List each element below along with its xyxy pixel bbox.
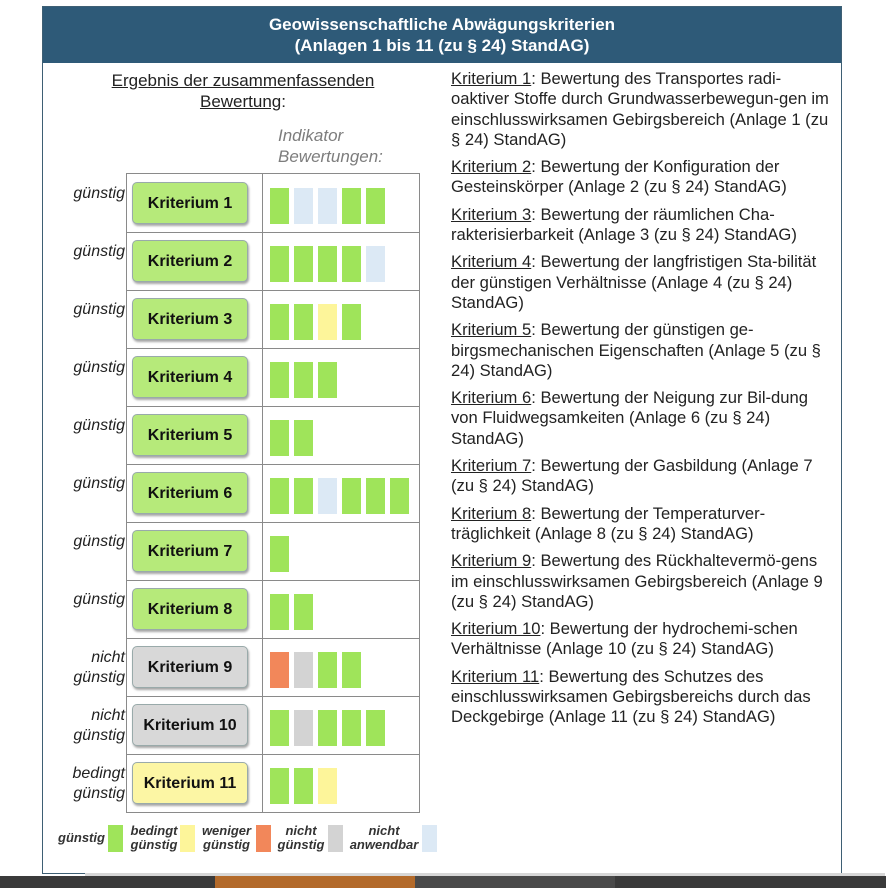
criterion-button[interactable]: Kriterium 5 <box>132 414 248 456</box>
criterion-row <box>73 464 419 522</box>
criterion-row <box>73 290 419 348</box>
criterion-text: : Bewertung des Rückhaltevermö-gens im einschlusswirksamen Gebirgsbereich (Anlage 9 (zu § 24) StandAG) <box>451 551 823 611</box>
criterion-button[interactable]: Kriterium 2 <box>132 240 248 282</box>
criterion-status: günstig <box>73 243 125 260</box>
row-divider <box>127 522 419 523</box>
indicator-bar <box>294 304 313 340</box>
indicator-bar <box>270 710 289 746</box>
legend-swatch <box>328 825 343 852</box>
indicator-bar <box>342 304 361 340</box>
criterion-description <box>451 504 836 545</box>
status-line1: bedingt <box>72 765 125 782</box>
criterion-description <box>451 667 836 728</box>
criterion-text: : Bewertung der hydrochemi-schen Verhältnisse (Anlage 10 (zu § 24) StandAG) <box>451 619 798 659</box>
result-title <box>93 70 393 112</box>
legend-swatch <box>180 825 195 852</box>
criterion-link[interactable]: Kriterium 6 <box>451 388 532 408</box>
indicator-bar <box>294 362 313 398</box>
criterion-link[interactable]: Kriterium 8 <box>451 503 532 523</box>
criterion-row <box>73 174 419 232</box>
criterion-row <box>73 406 419 464</box>
criterion-link[interactable]: Kriterium 7 <box>451 456 532 476</box>
taskbar-segment <box>415 876 615 888</box>
criterion-status <box>45 764 125 804</box>
indicator-bar <box>294 594 313 630</box>
indicator-bar <box>318 188 337 224</box>
status-line1: nicht <box>91 707 125 724</box>
criterion-row <box>73 522 419 580</box>
criterion-row <box>73 348 419 406</box>
criterion-row <box>73 580 419 638</box>
criterion-row <box>73 638 419 696</box>
status-line2: günstig <box>73 727 125 744</box>
indicator-bar <box>318 768 337 804</box>
criterion-description <box>451 252 836 313</box>
criteria-grid <box>72 173 420 813</box>
indicator-bar <box>318 652 337 688</box>
criterion-text: : Bewertung der Temperaturver-träglichkeit (Anlage 8 (zu § 24) StandAG) <box>451 503 766 543</box>
diagram-frame <box>42 6 842 874</box>
indicator-bar <box>366 710 385 746</box>
indicator-bar <box>318 478 337 514</box>
indicator-bar <box>318 246 337 282</box>
indikator-line1: Indikator <box>278 126 344 145</box>
criterion-button[interactable]: Kriterium 11 <box>132 762 248 804</box>
criterion-row <box>73 232 419 290</box>
criterion-text: : Bewertung der Gasbildung (Anlage 7 (zu § 24) StandAG) <box>451 456 813 496</box>
row-divider <box>127 290 419 291</box>
legend <box>58 824 458 864</box>
indicator-bar <box>294 652 313 688</box>
indicator-bar <box>294 768 313 804</box>
criterion-description <box>451 320 836 381</box>
indicator-bar <box>270 536 289 572</box>
criterion-link[interactable]: Kriterium 4 <box>451 252 532 272</box>
indicator-bar <box>318 304 337 340</box>
criterion-status: günstig <box>73 533 125 550</box>
criterion-button[interactable]: Kriterium 10 <box>132 704 248 746</box>
criterion-status: günstig <box>73 591 125 608</box>
indicator-bar <box>294 420 313 456</box>
criterion-description <box>451 388 836 449</box>
criterion-status: günstig <box>73 359 125 376</box>
header-banner <box>43 7 841 63</box>
indicator-bar <box>318 362 337 398</box>
indicator-bar <box>270 188 289 224</box>
indicator-bar <box>270 652 289 688</box>
criterion-status: günstig <box>73 185 125 202</box>
row-divider <box>127 464 419 465</box>
criterion-text: : Bewertung des Schutzes des einschlusswirksamen Gebirgsbereichs durch das Deckgebirge (Anlage 11 (zu § 24) StandAG) <box>451 666 811 727</box>
criterion-link[interactable]: Kriterium 10 <box>451 619 541 639</box>
indicator-bar <box>366 246 385 282</box>
criterion-text: : Bewertung der Neigung zur Bil-dung von Fluidwegsamkeiten (Anlage 6 (zu § 24) StandAG) <box>451 388 808 448</box>
indicator-bar <box>270 362 289 398</box>
criterion-button[interactable]: Kriterium 1 <box>132 182 248 224</box>
indicator-bar <box>270 768 289 804</box>
result-title-colon: : <box>281 92 286 111</box>
criterion-button[interactable]: Kriterium 3 <box>132 298 248 340</box>
criterion-button[interactable]: Kriterium 4 <box>132 356 248 398</box>
criterion-status <box>45 706 125 746</box>
criterion-link[interactable]: Kriterium 1 <box>451 69 532 88</box>
criterion-button[interactable]: Kriterium 9 <box>132 646 248 688</box>
legend-label: nicht günstig <box>277 823 325 852</box>
indicator-bar <box>342 188 361 224</box>
criterion-button[interactable]: Kriterium 7 <box>132 530 248 572</box>
indicator-bar <box>270 246 289 282</box>
row-divider <box>127 232 419 233</box>
status-line1: nicht <box>91 649 125 666</box>
indicator-bar <box>342 652 361 688</box>
legend-swatch <box>422 825 437 852</box>
indikator-label <box>278 125 383 167</box>
criterion-text: : Bewertung der günstigen ge-birgsmechanischen Eigenschaften (Anlage 5 (zu § 24) StandAG) <box>451 320 821 380</box>
criterion-description <box>451 157 836 198</box>
criterion-link[interactable]: Kriterium 2 <box>451 157 532 177</box>
header-title-line1: Geowissenschaftliche Abwägungskriterien <box>268 15 616 34</box>
indicator-bar <box>342 710 361 746</box>
criterion-description <box>451 619 836 660</box>
criterion-text: : Bewertung der Konfiguration der Gesteinskörper (Anlage 2 (zu § 24) StandAG) <box>451 157 787 197</box>
row-divider <box>127 406 419 407</box>
criterion-description <box>451 456 836 497</box>
indicator-bar <box>342 478 361 514</box>
legend-label: günstig <box>58 830 105 845</box>
legend-swatch <box>108 825 123 852</box>
status-line2: günstig <box>73 669 125 686</box>
result-title-line2: Bewertung <box>199 92 282 111</box>
result-title-line1: Ergebnis der zusammenfassenden <box>111 71 375 90</box>
criterion-text: : Bewertung der räumlichen Cha-rakterisierbarkeit (Anlage 3 (zu § 24) StandAG) <box>451 204 797 245</box>
indicator-bar <box>270 420 289 456</box>
indicator-bar <box>294 246 313 282</box>
criterion-description <box>451 205 836 246</box>
criterion-text: : Bewertung der langfristigen Sta-bilität der günstigen Verhältnisse (Anlage 4 (zu § 24) StandAG) <box>451 252 817 312</box>
indicator-bar <box>366 188 385 224</box>
criterion-link[interactable]: Kriterium 9 <box>451 551 532 571</box>
criterion-description <box>451 69 836 150</box>
indikator-line2: Bewertungen: <box>278 147 383 166</box>
criteria-descriptions <box>451 69 836 735</box>
row-divider <box>127 348 419 349</box>
indicator-bar <box>390 478 409 514</box>
indicator-bar <box>270 594 289 630</box>
indicator-bar <box>294 478 313 514</box>
legend-label: weniger günstig <box>201 823 252 852</box>
criterion-button[interactable]: Kriterium 6 <box>132 472 248 514</box>
header-title-line2: (Anlagen 1 bis 11 (zu § 24) StandAG) <box>294 36 590 55</box>
legend-label: bedingt günstig <box>130 823 178 852</box>
criterion-status: günstig <box>73 417 125 434</box>
criterion-status <box>45 648 125 688</box>
criterion-link[interactable]: Kriterium 3 <box>451 204 532 224</box>
row-divider <box>127 638 419 639</box>
criterion-status: günstig <box>73 475 125 492</box>
criterion-button[interactable]: Kriterium 8 <box>132 588 248 630</box>
status-line2: günstig <box>73 785 125 802</box>
indicator-bar <box>366 478 385 514</box>
indicator-bar <box>318 710 337 746</box>
criterion-row <box>72 754 419 812</box>
indicator-bar <box>270 304 289 340</box>
indicator-bar <box>342 246 361 282</box>
criterion-text: : Bewertung des Transportes radi-oaktiver Stoffe durch Grundwasserbewegun-gen im einschlusswirksamen Gebirgsbereich (Anlage 1 (zu § 24) StandAG) <box>451 69 829 149</box>
legend-label: nicht anwendbar <box>349 823 419 852</box>
criterion-link[interactable]: Kriterium 5 <box>451 320 532 340</box>
criterion-description <box>451 551 836 612</box>
criterion-row <box>73 696 419 754</box>
legend-swatch <box>256 825 271 852</box>
criterion-status: günstig <box>73 301 125 318</box>
indicator-bar <box>294 710 313 746</box>
indicator-bar <box>270 478 289 514</box>
taskbar-segment <box>215 876 415 888</box>
taskbar-strip <box>0 876 886 888</box>
row-divider <box>127 580 419 581</box>
indicator-bar <box>294 188 313 224</box>
row-divider <box>127 696 419 697</box>
criterion-link[interactable]: Kriterium 11 <box>451 666 540 686</box>
row-divider <box>127 754 419 755</box>
